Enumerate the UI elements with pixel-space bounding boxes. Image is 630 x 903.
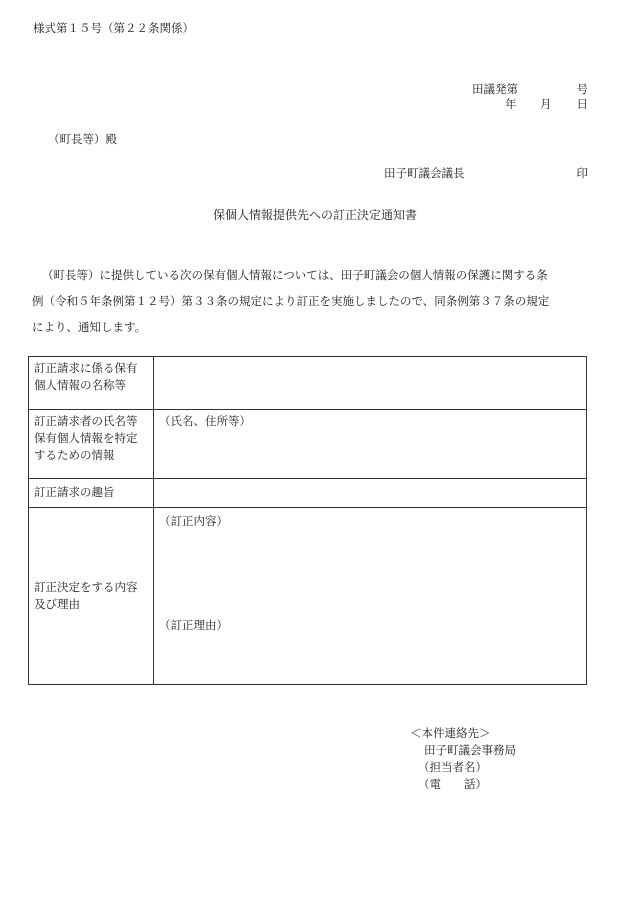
sender-name: 田子町議会議長 [384,166,465,180]
seal-mark: 印 [576,166,588,180]
row-label-purpose [29,479,154,508]
document-number-suffix: 号 [576,82,588,96]
row-content-decision [154,508,587,685]
document-number-prefix: 田議発第 [472,82,518,96]
label-line: 訂正決定をする内容 [34,580,138,594]
date-year: 年 [505,97,517,111]
contact-phone: （電 話） [418,777,487,791]
label-line: 訂正請求の趣旨 [34,485,115,499]
body-paragraph [32,262,588,340]
info-table [28,356,587,685]
label-line: 及び理由 [34,597,80,611]
contact-heading: ＜本件連絡先＞ [410,726,491,740]
table-row [29,357,587,410]
table-row [29,508,587,685]
correction-reason-label: （訂正理由） [159,618,228,632]
table-row [29,410,587,479]
table-row [29,479,587,508]
requester-placeholder: （氏名、住所等） [159,414,251,428]
row-content-target-info [154,357,587,410]
contact-person: （担当者名） [418,760,487,774]
row-content-requester [154,410,587,479]
label-line: 個人情報の名称等 [34,378,126,392]
correction-detail-label: （訂正内容） [159,514,228,528]
label-line: 訂正請求者の氏名等 [34,414,138,428]
body-line: により、通知します。 [32,320,147,334]
contact-block [410,725,516,793]
row-label-target-info [29,357,154,410]
label-line: 訂正請求に係る保有 [34,361,138,375]
row-content-purpose [154,479,587,508]
contact-office: 田子町議会事務局 [424,743,516,757]
row-label-decision [29,508,154,685]
date-month: 月 [540,97,552,111]
form-number: 様式第１５号（第２２条関係） [33,21,194,35]
label-line: するための情報 [34,448,115,462]
body-line: 例（令和５年条例第１２号）第３３条の規定により訂正を実施しましたので、同条例第３７条の規定 [32,294,550,308]
body-line: （町長等）に提供している次の保有個人情報については、田子町議会の個人情報の保護に関する条 [42,268,548,282]
addressee: （町長等）殿 [48,132,117,146]
label-line: 保有個人情報を特定 [34,431,138,445]
row-label-requester [29,410,154,479]
date-day: 日 [576,97,588,111]
document-title: 保個人情報提供先への訂正決定通知書 [212,208,417,222]
